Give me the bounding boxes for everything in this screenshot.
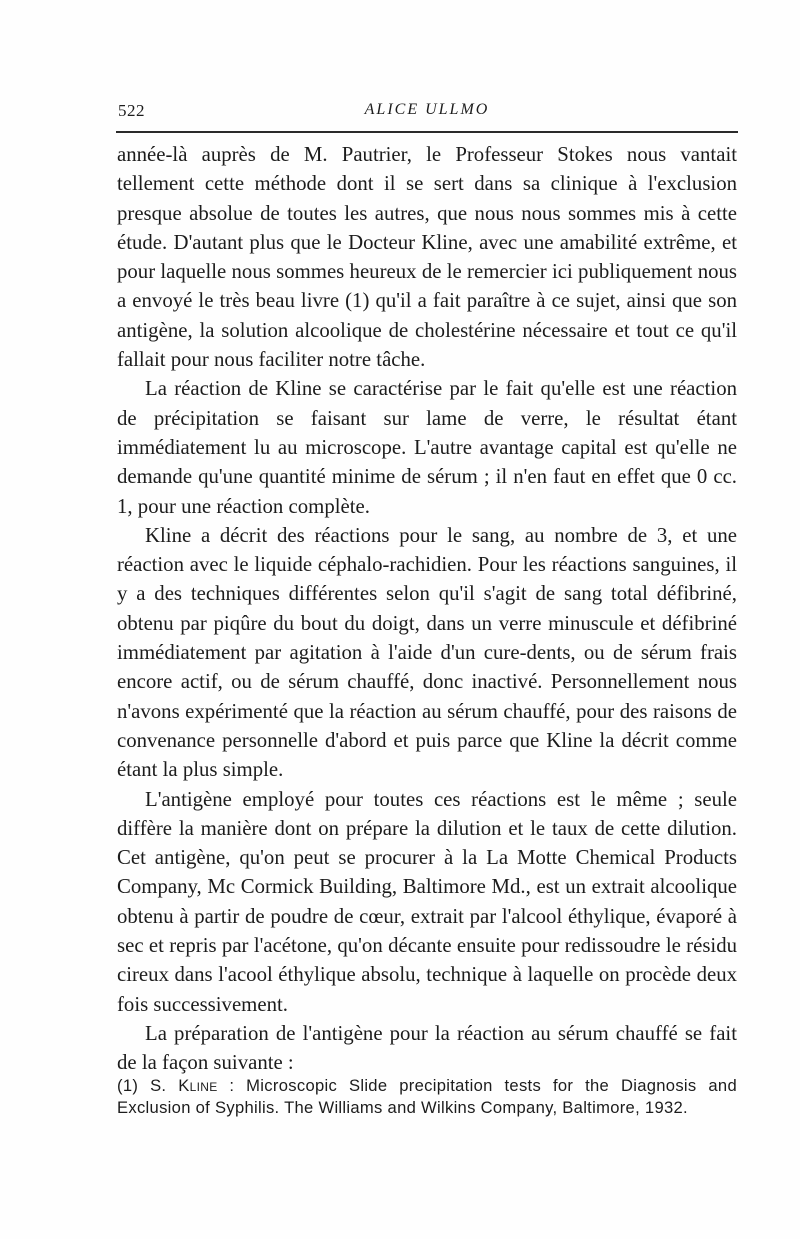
paragraph: année-là auprès de M. Pautrier, le Professeur Stokes nous vantait tellement cette méthode dont il se sert dans sa clinique à l'exclusion presque absolue de toutes les autres, que nous nous sommes mis à cette étude. D'autant plus que le Docteur Kline, avec une amabilité extrême, et pour laquelle nous sommes heureux de le remercier ici publiquement nous a envoyé le très beau livre (1) qu'il a fait paraître à ce sujet, ainsi que son antigène, la solution alcoolique de cholestérine nécessaire et tout ce qu'il fallait pour nous faciliter notre tâche. (117, 143, 737, 372)
paragraph: La réaction de Kline se caractérise par le fait qu'elle est une réaction de précipitation se faisant sur lame de verre, le résultat étant immédiatement lu au microscope. L'autre avantage capital est qu'elle ne demande qu'une quantité minime de sérum ; il n'en faut en effet que 0 cc. 1, pour une réaction complète. (117, 377, 737, 518)
running-title: ALICE ULLMO (364, 101, 490, 118)
footnote-author: Kline (178, 1076, 218, 1095)
footnote (117, 1075, 737, 1119)
footnote-body: : Microscopic Slide precipitation tests for the Diagnosis and Exclusion of Syphilis. The Williams and Wilkins Company, Baltimore, 1932. (117, 1076, 737, 1117)
paragraph: La préparation de l'antigène pour la réaction au sérum chauffé se fait de la façon suivante : (117, 1021, 737, 1075)
body-text (117, 140, 737, 1078)
paragraph: L'antigène employé pour toutes ces réactions est le même ; seule diffère la manière dont on prépare la dilution et le taux de cette dilution. Cet antigène, qu'on peut se procurer à la La Motte Chemical Products Company, Mc Cormick Building, Baltimore Md., est un extrait alcoolique obtenu à partir de poudre de cœur, extrait par l'alcool éthylique, évaporé à sec et repris par l'acétone, qu'on décante ensuite pour redissoudre le résidu cireux dans l'acool éthylique absolu, technique à laquelle on procède deux fois successivement. (117, 787, 737, 1016)
footnote-marker: (1) S. (117, 1076, 167, 1095)
footnote-text (117, 1075, 737, 1119)
running-head (118, 101, 736, 131)
header-rule (116, 131, 738, 133)
page-number: 522 (118, 101, 145, 120)
paragraph: Kline a décrit des réactions pour le sang, au nombre de 3, et une réaction avec le liquide céphalo-rachidien. Pour les réactions sanguines, il y a des techniques différentes selon qu'il s'agit de sang total défibriné, obtenu par piqûre du bout du doigt, dans un verre minuscule et défibriné immédiatement par agitation à l'aide d'un cure-dents, ou de sérum frais encore actif, ou de sérum chauffé, donc inactivé. Personnellement nous n'avons expérimenté que la réaction au sérum chauffé, pour des raisons de convenance personnelle d'abord et puis parce que Kline la décrit comme étant la plus simple. (117, 523, 737, 782)
